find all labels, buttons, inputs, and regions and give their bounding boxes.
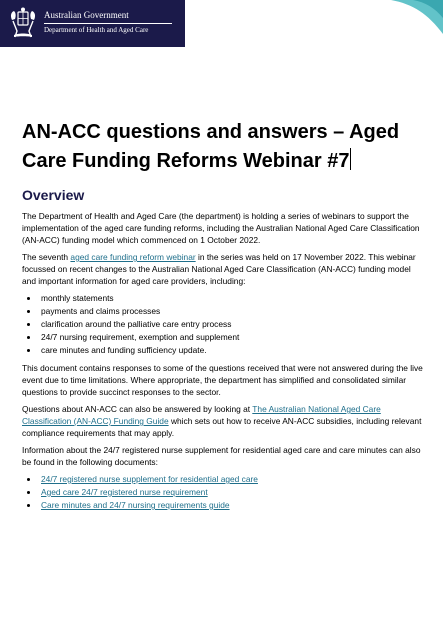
rn-supplement-link[interactable]: 24/7 registered nurse supplement for residential aged care	[41, 474, 258, 484]
documents-paragraph: Information about the 24/7 registered nurse supplement for residential aged care and care minutes can also be found in the following documents:	[22, 445, 421, 467]
responses-paragraph: This document contains responses to some of the questions received that were not answered during the live event due to time limitations. Where appropriate, the department has simplified and consolidated similar questions to provide succinct responses to the sector.	[22, 363, 423, 397]
list-item	[39, 473, 425, 486]
webinar-link[interactable]: aged care funding reform webinar	[70, 252, 196, 262]
list-item	[39, 499, 425, 512]
list-item: • care minutes and funding sufficiency update.	[39, 344, 425, 357]
rn-requirement-link[interactable]: Aged care 24/7 registered nurse requirement	[41, 487, 208, 497]
documents-list	[22, 473, 425, 512]
department-name: Department of Health and Aged Care	[44, 26, 149, 34]
header-divider	[44, 23, 172, 24]
webinar-paragraph: The seventh aged care funding reform webinar in the series was held on 17 November 2022. This webinar focussed on recent changes to the Australian National Aged Care Classification (AN-ACC) funding model and important information for aged care providers, including:	[22, 252, 416, 286]
corner-swoosh-graphic	[353, 0, 443, 45]
intro-paragraph: The Department of Health and Aged Care (the department) is holding a series of webinars to support the implementation of the aged care funding reforms, including the Australian National Aged Care Classification (AN-ACC) funding model which commenced on 1 October 2022.	[22, 211, 420, 245]
coat-of-arms-icon	[8, 6, 38, 40]
list-item: • payments and claims processes	[39, 305, 425, 318]
list-item: • 24/7 nursing requirement, exemption and supplement	[39, 331, 425, 344]
document-body	[22, 118, 425, 517]
care-minutes-guide-link[interactable]: Care minutes and 24/7 nursing requirements guide	[41, 500, 230, 510]
text-cursor	[350, 148, 351, 170]
document-title: AN-ACC questions and answers – Aged Care Funding Reforms Webinar #7	[22, 121, 400, 172]
list-item: • clarification around the palliative care entry process	[39, 318, 425, 331]
funding-guide-link[interactable]: The Australian National Aged Care Classification (AN-ACC) Funding Guide	[22, 404, 381, 426]
overview-heading: Overview	[22, 187, 85, 203]
topics-list	[22, 292, 425, 357]
list-item	[39, 486, 425, 499]
government-header-band	[0, 0, 185, 47]
list-item: • monthly statements	[39, 292, 425, 305]
funding-guide-paragraph: Questions about AN-ACC can also be answered by looking at The Australian National Aged Care Classification (AN-ACC) Funding Guide which sets out how to receive AN-ACC subsidies, including relevant compliance requirements that may apply.	[22, 404, 422, 438]
government-name: Australian Government	[44, 10, 129, 20]
